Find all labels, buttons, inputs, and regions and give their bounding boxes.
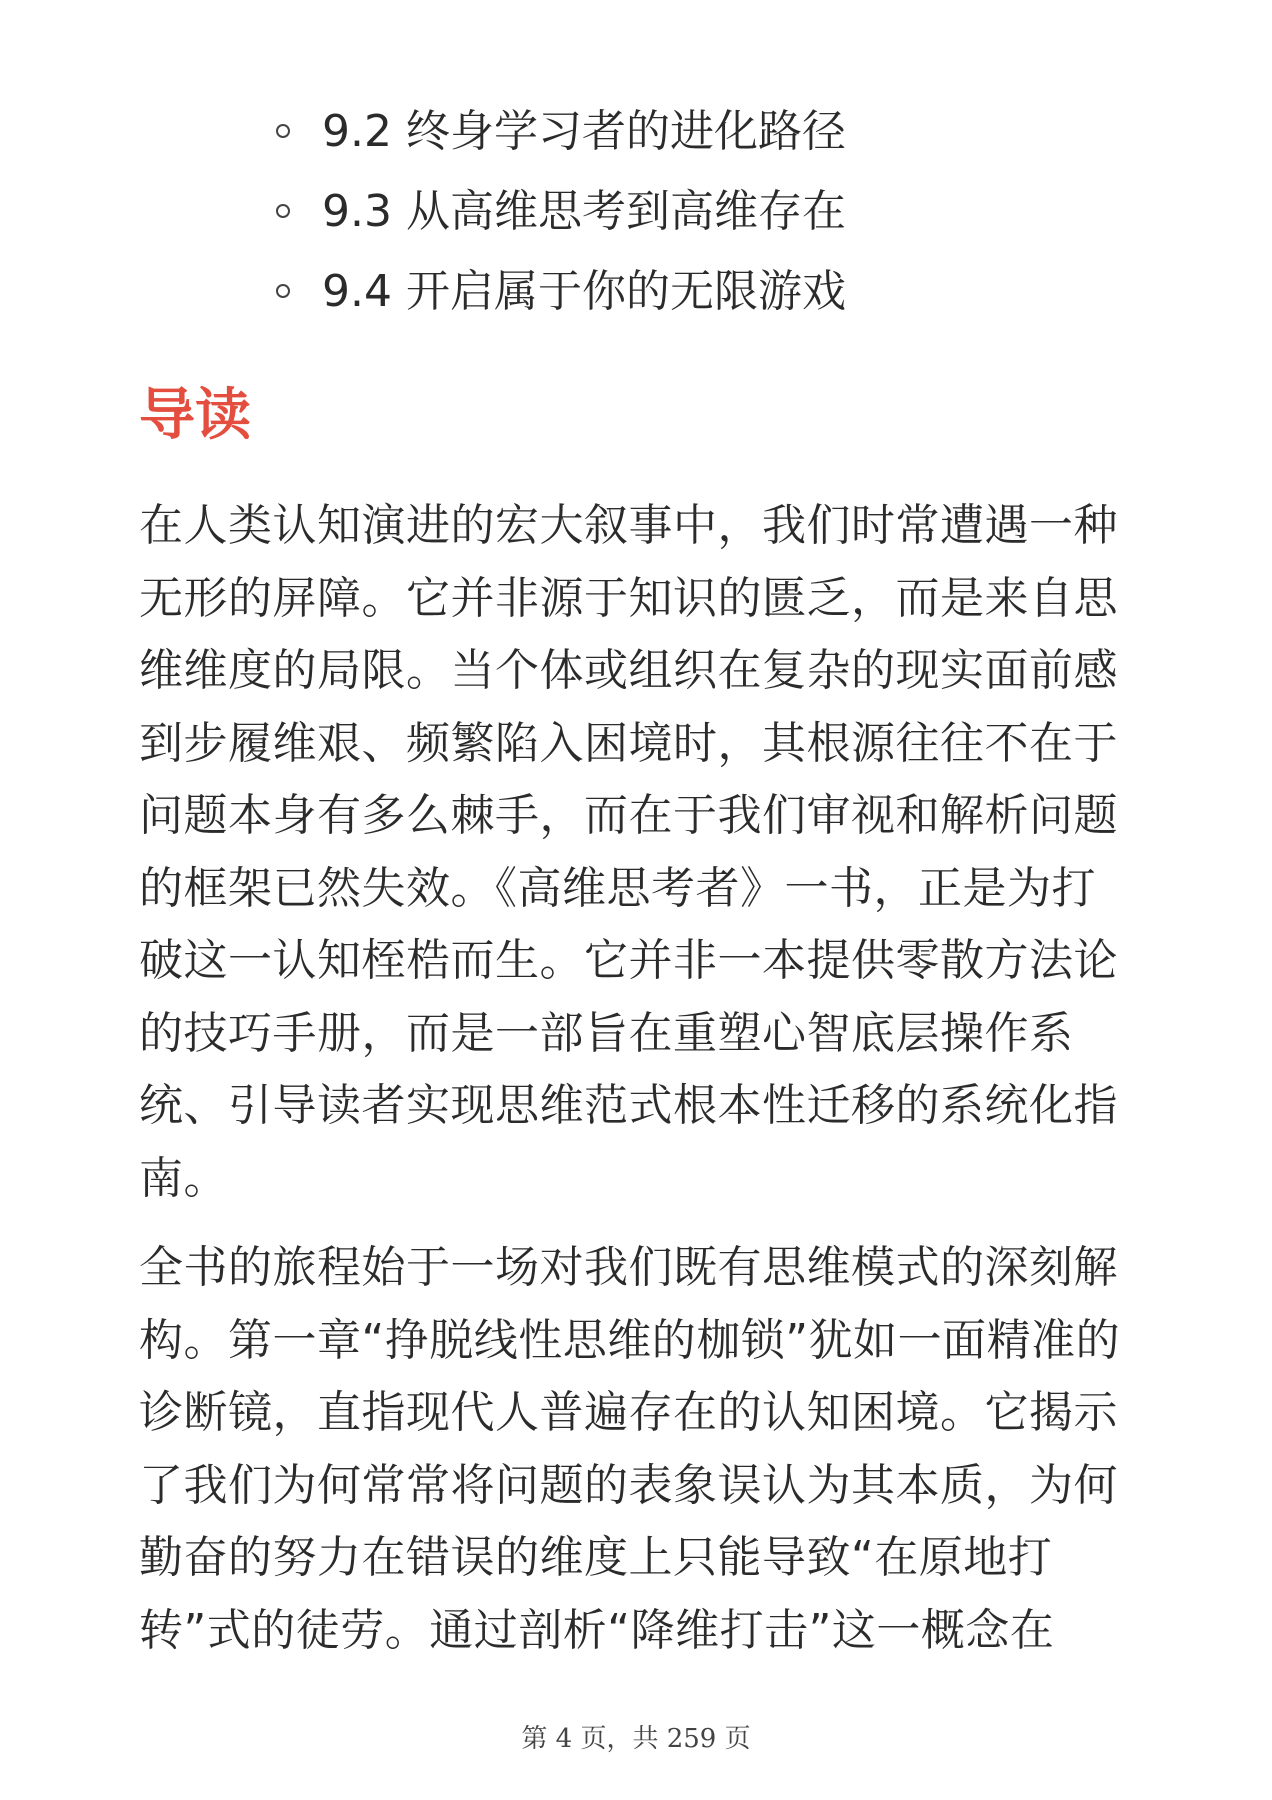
body-paragraph: 全书的旅程始于一场对我们既有思维模式的深刻解构。第一章“挣脱线性思维的枷锁”犹如一面精准的诊断镜，直指现代人普遍存在的认知困境。它揭示了我们为何常常将问题的表象误认为其本质，为何勤奋的努力在错误的维度上只能导致“在原地打转”式的徒劳。通过剖析“降维打击”这一概念在	[139, 1242, 1121, 1656]
toc-item-label: 9.3 从高维思考到高维存在	[322, 186, 846, 237]
toc-item	[276, 92, 846, 172]
page-number-footer: 第 4 页，共 259 页	[521, 1724, 751, 1754]
toc-item-label: 9.2 终身学习者的进化路径	[322, 106, 846, 157]
toc-item	[276, 172, 846, 252]
toc-list	[276, 92, 846, 332]
toc-item-label: 9.4 开启属于你的无限游戏	[322, 266, 846, 317]
section-heading: 导读	[139, 383, 251, 448]
body-paragraph: 在人类认知演进的宏大叙事中，我们时常遭遇一种无形的屏障。它并非源于知识的匮乏，而是来自思维维度的局限。当个体或组织在复杂的现实面前感到步履维艰、频繁陷入困境时，其根源往往不在于问题本身有多么棘手，而在于我们审视和解析问题的框架已然失效。《高维思考者》一书，正是为打破这一认知桎梏而生。它并非一本提供零散方法论的技巧手册，而是一部旨在重塑心智底层操作系统、引导读者实现思维范式根本性迁移的系统化指南。	[139, 500, 1118, 1204]
hollow-bullet-icon	[276, 124, 290, 138]
hollow-bullet-icon	[276, 204, 290, 218]
toc-item	[276, 252, 846, 332]
hollow-bullet-icon	[276, 284, 290, 298]
